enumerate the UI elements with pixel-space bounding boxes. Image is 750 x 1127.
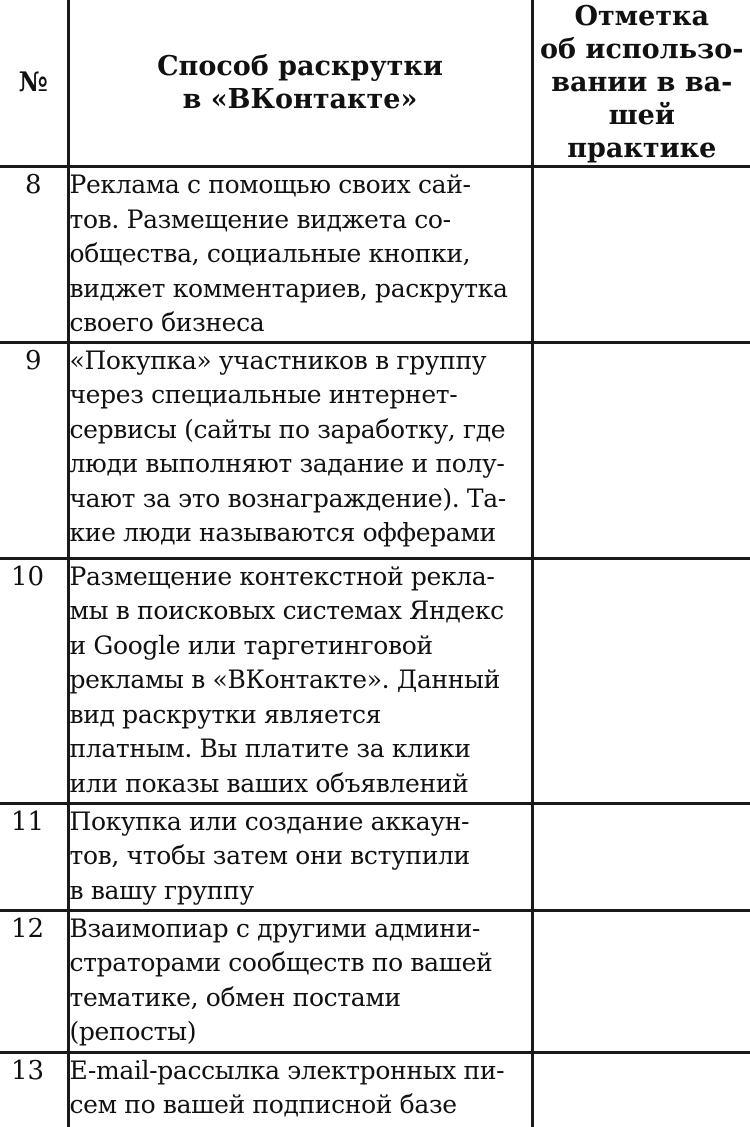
table-row [0,910,750,1052]
row-method: Взаимопиар с другими админи- страторами сообществ по вашей тематике, обмен постами (репосты) [68,910,532,1052]
header-number: № [0,0,68,167]
header-practice-mark: Отметка об использо- вании в ва- шей практике [532,0,750,167]
table-row [0,558,750,803]
row-practice-mark-cell[interactable] [532,558,750,803]
row-practice-mark-cell[interactable] [532,803,750,910]
row-number: 10 [0,558,68,803]
row-number: 9 [0,342,68,558]
row-number: 13 [0,1052,68,1127]
table-row [0,342,750,558]
row-number: 12 [0,910,68,1052]
header-method: Способ раскрутки в «ВКонтакте» [68,0,532,167]
row-practice-mark-cell[interactable] [532,910,750,1052]
row-number: 8 [0,167,68,343]
row-practice-mark-cell[interactable] [532,167,750,343]
row-practice-mark-cell[interactable] [532,342,750,558]
row-method: «Покупка» участников в группу через специальные интернет- сервисы (сайты по заработку, где люди выполняют задание и полу- чают за это вознаграждение). Та- кие люди называются офферами [68,342,532,558]
row-method: Реклама с помощью своих сай- тов. Размещение виджета со- общества, социальные кнопки, виджет комментариев, раскрутка своего бизнеса [68,167,532,343]
row-method: E-mail-рассылка электронных пи- сем по вашей подписной базе [68,1052,532,1127]
table-row [0,803,750,910]
table-header-row [0,0,750,167]
row-method: Покупка или создание аккаун- тов, чтобы затем они вступили в вашу группу [68,803,532,910]
table-row [0,167,750,343]
row-practice-mark-cell[interactable] [532,1052,750,1127]
table-row [0,1052,750,1127]
row-number: 11 [0,803,68,910]
row-method: Размещение контекстной рекла- мы в поисковых системах Яндекс и Google или таргетинговой рекламы в «ВКонтакте». Данный вид раскрутки является платным. Вы платите за клики или показы ваших объявлений [68,558,532,803]
